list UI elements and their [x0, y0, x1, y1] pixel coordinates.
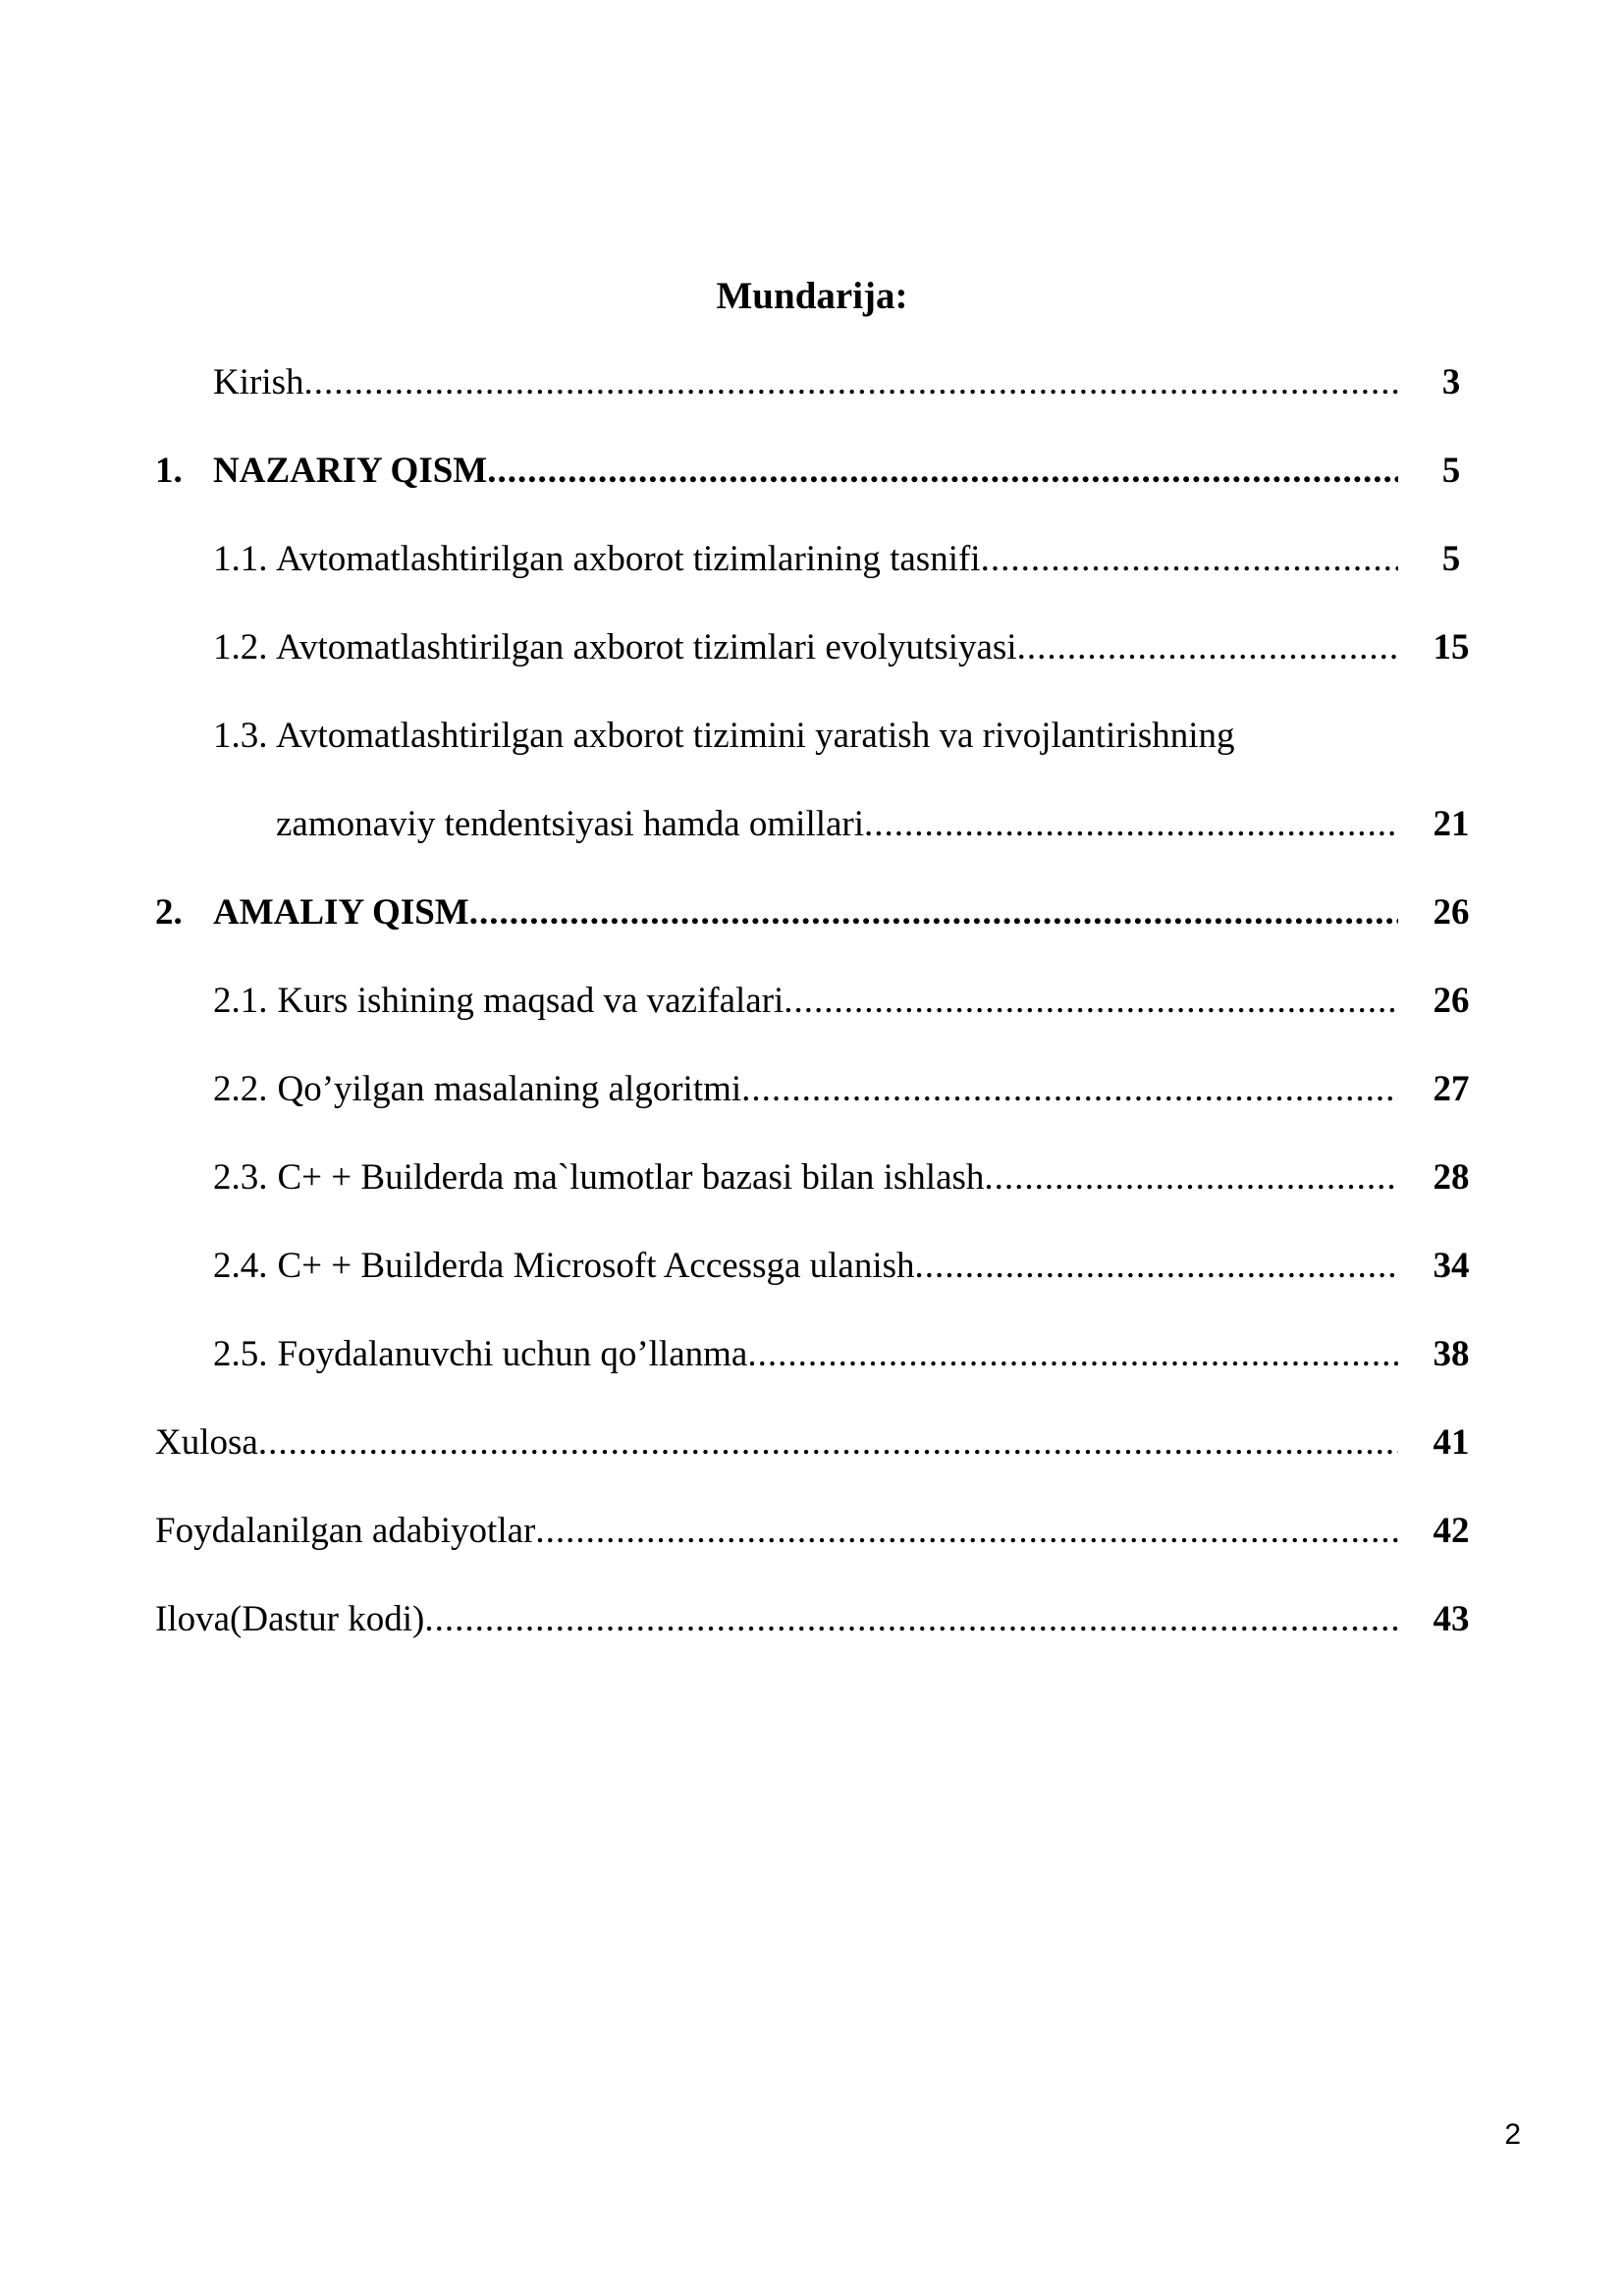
- toc-subsection-number: 2.4.: [213, 1246, 268, 1286]
- toc-entry-text: Qo’yilgan masalaning algoritmi: [277, 1069, 742, 1109]
- toc-entry-text: Avtomatlashtirilgan axborot tizimini yaratish va rivojlantirishning: [276, 716, 1235, 756]
- toc-entry-adabiyotlar[interactable]: [0, 1502, 1624, 1561]
- toc-subsection-number: 2.1.: [213, 981, 268, 1021]
- toc-page-number: 15: [1433, 627, 1470, 667]
- toc-leader-dots: [487, 442, 1398, 501]
- toc-leader-dots: [741, 1060, 1398, 1119]
- toc-entry-text: Avtomatlashtirilgan axborot tizimlari evolyutsiyasi: [276, 627, 1017, 667]
- toc-leader-dots: [1017, 618, 1398, 677]
- toc-page-number: 34: [1433, 1246, 1470, 1286]
- toc-subsection-number: 1.3.: [213, 716, 268, 756]
- toc-page-number: 38: [1433, 1334, 1470, 1374]
- toc-page-number: 28: [1433, 1157, 1470, 1198]
- toc-leader-dots: [535, 1502, 1398, 1561]
- toc-entry-1-1[interactable]: [0, 530, 1624, 589]
- toc-entry-2-3[interactable]: [0, 1148, 1624, 1207]
- toc-entry-ilova[interactable]: [0, 1590, 1624, 1649]
- toc-entry-text: Foydalanuvchi uchun qo’llanma: [277, 1334, 748, 1374]
- toc-entry-text: C+ + Builderda Microsoft Accessga ulanish: [277, 1246, 915, 1286]
- toc-entry-text: Xulosa: [155, 1422, 258, 1463]
- toc-entry-1-3-continuation[interactable]: [0, 795, 1624, 854]
- toc-page-number: 41: [1433, 1422, 1470, 1463]
- toc-entry-2-4[interactable]: [0, 1237, 1624, 1296]
- toc-entry-2-1[interactable]: [0, 972, 1624, 1031]
- toc-entry-text: NAZARIY QISM: [213, 451, 488, 491]
- toc-page-number: 42: [1433, 1511, 1470, 1551]
- toc-entry-text: Avtomatlashtirilgan axborot tizimlarining tasnifi: [276, 539, 981, 579]
- toc-entry-text: C+ + Builderda ma`lumotlar bazasi bilan ishlash: [277, 1157, 985, 1198]
- toc-page-number: 3: [1441, 362, 1461, 402]
- toc-leader-dots: [258, 1414, 1398, 1472]
- toc-section-number: 2.: [155, 892, 183, 933]
- toc-entry-text: Kirish: [213, 362, 304, 402]
- toc-subsection-number: 1.1.: [213, 539, 268, 579]
- toc-page-number: 26: [1433, 981, 1470, 1021]
- toc-entry-text: Foydalanilgan adabiyotlar: [155, 1511, 536, 1551]
- toc-page-number: 21: [1433, 804, 1470, 844]
- page-number: 2: [1504, 2118, 1521, 2151]
- toc-entry-text: Kurs ishining maqsad va vazifalari: [277, 981, 785, 1021]
- toc-leader-dots: [784, 972, 1398, 1031]
- toc-leader-dots: [984, 1148, 1398, 1207]
- toc-entry-text: Ilova(Dastur kodi): [155, 1599, 425, 1639]
- toc-leader-dots: [424, 1590, 1398, 1649]
- toc-leader-dots: [915, 1237, 1398, 1296]
- toc-title: Mundarija:: [716, 275, 908, 317]
- toc-section-number: 1.: [155, 451, 183, 491]
- toc-leader-dots: [747, 1325, 1398, 1384]
- toc-entry-2-2[interactable]: [0, 1060, 1624, 1119]
- toc-entry-nazariy-qism[interactable]: [0, 442, 1624, 501]
- toc-entry-text: zamonaviy tendentsiyasi hamda omillari: [276, 804, 865, 844]
- toc-entry-kirish[interactable]: [0, 353, 1624, 412]
- toc-subsection-number: 2.5.: [213, 1334, 268, 1374]
- toc-entry-xulosa[interactable]: [0, 1414, 1624, 1472]
- toc-entry-text: AMALIY QISM: [213, 892, 469, 933]
- toc-subsection-number: 2.2.: [213, 1069, 268, 1109]
- toc-page-number: 5: [1441, 539, 1461, 579]
- toc-entry-2-5[interactable]: [0, 1325, 1624, 1384]
- toc-page-number: 26: [1433, 892, 1470, 933]
- toc-page-number: 5: [1441, 451, 1461, 491]
- toc-subsection-number: 2.3.: [213, 1157, 268, 1198]
- toc-entry-1-2[interactable]: [0, 618, 1624, 677]
- toc-page-number: 27: [1433, 1069, 1470, 1109]
- toc-leader-dots: [864, 795, 1398, 854]
- toc-leader-dots: [304, 353, 1399, 412]
- toc-leader-dots: [981, 530, 1398, 589]
- toc-subsection-number: 1.2.: [213, 627, 268, 667]
- toc-page-number: 43: [1433, 1599, 1470, 1639]
- toc-entry-1-3[interactable]: [0, 707, 1624, 766]
- toc-entry-amaliy-qism[interactable]: [0, 883, 1624, 942]
- toc-leader-dots: [469, 883, 1398, 942]
